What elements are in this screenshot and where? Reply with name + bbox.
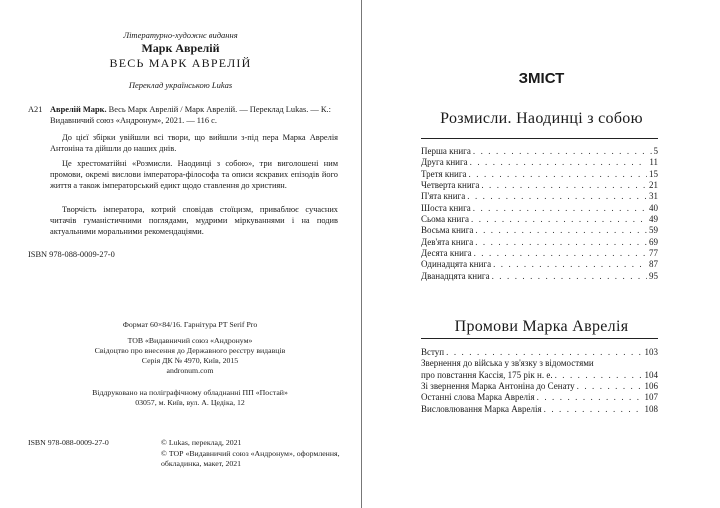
toc-entry-title: Зі звернення Марка Антоніна до Сенату [421,381,575,392]
toc-entry-page: 106 [644,381,658,392]
catalog-index: А21 [28,105,43,114]
toc-entry-title: Звернення до війська у зв'язку з відомостями [421,358,594,369]
toc-leader [555,370,643,381]
section-title: Розмисли. Наодинці з собою [440,110,643,127]
toc-entry[interactable] [421,237,658,248]
toc-entry[interactable] [421,180,658,191]
toc-entry-page: 87 [649,259,658,270]
toc-leader [544,404,643,415]
toc-entry[interactable] [421,214,658,225]
toc-entry[interactable] [421,370,658,381]
toc-entry-title: Останні слова Марка Аврелія [421,392,535,403]
author-name: Марк Аврелій [141,41,220,55]
toc-leader [481,180,647,191]
toc-entry-page: 108 [644,403,658,414]
printer-line: Віддруковано на поліграфічному обладнанні ПП «Постай» [92,388,288,397]
toc-entry-page: 49 [649,214,658,225]
toc-entry-title: Восьма книга [421,225,474,236]
toc-entry[interactable] [421,392,658,403]
toc-entry[interactable] [421,404,658,415]
publisher-line: Свідоцтво про внесення до Державного реєстру видавців [94,346,286,355]
toc-entry-page: 95 [649,270,658,281]
toc-leader [537,392,643,403]
isbn-bottom: ISBN 978-088-0009-27-0 [28,438,109,447]
toc-entry-title: Вступ [421,347,445,357]
isbn-top: ISBN 978-088-0009-27-0 [28,250,115,259]
annotation-paragraph: До цієї збірки увійшли всі твори, що вийшли з-під пера Марка Аврелія Антоніна та дійшли до наших днів. [50,133,338,153]
toc-entry-page: 11 [649,157,658,168]
toc-entry[interactable] [421,146,658,157]
toc-entry-page: 69 [649,236,658,247]
catalog-description: Весь Марк Аврелій / Марк Аврелій. — Переклад Lukas. — К.: Видавничий союз «Андронум», 2021. — 116 с. [50,105,331,125]
toc-leader [492,271,647,282]
toc-entry[interactable] [421,157,658,168]
toc-leader [493,259,647,270]
genre-label: Літературно-художнє видання [123,30,238,40]
toc-entry-title: Шоста книга [421,202,471,213]
catalog-entry [28,104,338,126]
toc-entry[interactable] [421,347,658,358]
copyright-publisher: © ТОР «Видавничий союз «Андронум», оформлення, обкладинка, макет, 2021 [161,449,340,468]
toc-entry-page: 107 [644,392,658,403]
annotation-paragraph: Це хрестоматійні «Розмисли. Наодинці з собою», три виголошені ним промови, окремі вислови імператора-філософа та описи яскравих епізодів його життя а також імператорський едикт щодо ставлення до християн. [50,159,338,190]
toc-entry[interactable] [421,203,658,214]
toc-leader [474,248,647,259]
printer-block [60,388,320,408]
catalog-author: Аврелій Марк. [50,105,107,114]
toc-entry-title: Дванадцята книга [421,270,490,281]
toc-leader [469,169,647,180]
toc-leader [473,146,652,157]
publisher-block [60,336,320,376]
toc-entry-title: Друга книга [421,157,468,168]
toc-entry-title: Сьома книга [421,214,470,225]
page-divider [361,0,362,508]
toc-leader [473,203,647,214]
printer-address: 03057, м. Київ, вул. А. Цедіка, 12 [135,398,245,407]
toc-entry-page: 104 [644,369,658,380]
toc-leader [577,381,643,392]
toc-entry[interactable] [421,225,658,236]
toc-heading: ЗМІСТ [518,70,565,87]
toc-entry-title: Перша книга [421,146,471,156]
toc-entry-page: 21 [649,180,658,191]
toc-entry-title: П'ята книга [421,191,466,202]
toc-entry-line[interactable] [421,358,658,369]
toc-leader [475,237,647,248]
catalog-text [50,104,338,126]
toc-entry[interactable] [421,248,658,259]
toc-entry-title-continued: про повстання Кассія, 175 рік н. е. [421,369,553,380]
toc-leader [471,214,647,225]
toc-entry-page: 77 [649,248,658,259]
toc-entry-page: 31 [649,191,658,202]
section-title: Промови Марка Аврелія [454,318,629,335]
toc-entry[interactable] [421,271,658,282]
toc-entry-title: Висловлювання Марка Аврелія [421,403,542,414]
toc-entry-title: Четверта книга [421,180,480,191]
toc-entry-title: Десята книга [421,248,472,259]
publisher-line: Серія ДК № 4970, Київ, 2015 [141,356,239,365]
toc-entry-page: 15 [649,168,658,179]
toc-leader [470,157,648,168]
toc-entry[interactable] [421,259,658,270]
toc-entry-page: 103 [644,347,658,357]
toc-list [421,347,658,415]
annotation-paragraph: Творчість імператора, котрий сповідав стоїцизм, приваблює сучасних читачів гуманістичними поглядами, мудрими міркуваннями і на подив актуальними моральними рекомендаціями. [50,205,338,236]
toc-entry-title: Одинадцята книга [421,259,492,270]
toc-entry[interactable] [421,191,658,202]
book-title: ВЕСЬ МАРК АВРЕЛІЙ [109,56,252,70]
section-rule [421,138,658,139]
toc-list [421,146,658,282]
toc-entry-title: Третя книга [421,168,467,179]
toc-leader [446,347,642,358]
toc-leader [475,225,647,236]
toc-entry[interactable] [421,169,658,180]
publisher-line: ТОВ «Видавничий союз «Андронум» [127,336,253,345]
translation-credit: Переклад українською Lukas [128,80,233,90]
toc-entry-page: 59 [649,225,658,236]
toc-leader [467,191,647,202]
toc-entry-title: Дев'ята книга [421,236,474,247]
format-line: Формат 60×84/16. Гарнітура PT Serif Pro [122,320,258,329]
toc-entry-page: 40 [649,202,658,213]
toc-entry[interactable] [421,381,658,392]
section-rule [421,338,658,339]
copyright-translation: © Lukas, переклад, 2021 [161,438,242,447]
toc-entry-page: 5 [653,146,658,156]
publisher-website: andronum.com [166,366,214,375]
right-page [363,0,720,508]
